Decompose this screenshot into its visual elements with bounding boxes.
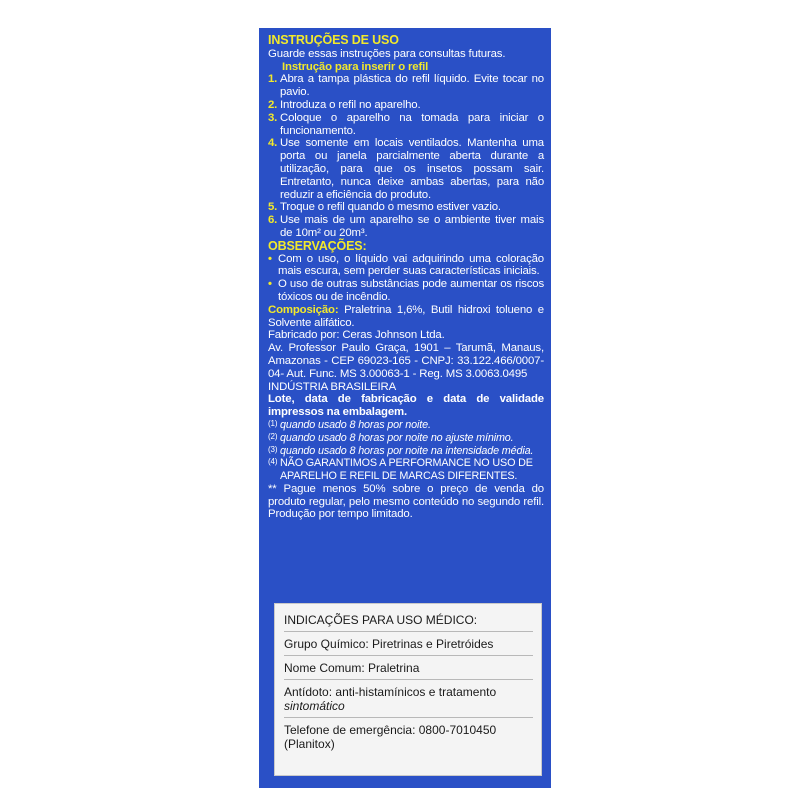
instructions-title: INSTRUÇÕES DE USO — [268, 33, 399, 47]
bullet-icon: • — [268, 278, 272, 291]
footnote — [268, 457, 544, 483]
antidote — [284, 679, 533, 717]
step-number: 4. — [268, 137, 278, 150]
observation-text: O uso de outras substâncias pode aumentar os riscos tóxicos ou de incêndio. — [278, 278, 544, 303]
footnote-mark: (2) — [268, 431, 278, 441]
footnote-mark: (4) — [268, 457, 278, 467]
footnote-text: quando usado 8 horas por noite. — [280, 418, 431, 431]
emergency-phone — [284, 717, 533, 755]
antidote-continued: sintomático — [284, 699, 345, 713]
composition — [268, 304, 544, 330]
footnote-mark: (1) — [268, 418, 278, 428]
step-text: Use somente em locais ventilados. Mantenha uma porta ou janela parcialmente aberta durante a utilização, para que os insetos possam sair. Entretanto, nunca deixe ambas abertas, para não reduzir a eficiência do produto. — [280, 137, 544, 201]
step-text: Troque o refil quando o mesmo estiver vazio. — [280, 201, 501, 214]
instructions-subtitle: Guarde essas instruções para consultas futuras. — [268, 47, 506, 60]
antidote-text: anti-histamínicos e tratamento — [335, 685, 497, 699]
step-item — [268, 137, 544, 201]
step-text: Introduza o refil no aparelho. — [280, 98, 421, 111]
step-item — [268, 99, 544, 112]
step-text: Coloque o aparelho na tomada para iniciar o funcionamento. — [280, 111, 544, 137]
footnote — [268, 419, 544, 432]
step-number: 2. — [268, 98, 278, 111]
manufacturer: Fabricado por: Ceras Johnson Ltda. — [268, 329, 445, 342]
footnote-text: quando usado 8 horas por noite no ajuste mínimo. — [280, 431, 514, 444]
antidote-label: Antídoto: — [284, 685, 333, 699]
step-item — [268, 112, 544, 138]
common-name: Nome Comum: Praletrina — [284, 655, 533, 679]
step-number: 6. — [268, 214, 278, 227]
step-number: 5. — [268, 201, 278, 214]
address: Av. Professor Paulo Graça, 1901 – Tarumã, Manaus, Amazonas - CEP 69023-165 - CNPJ: 33.122.466/0007-04- Aut. Func. MS 3.00063-1 - Reg. MS 3.0063.0495 — [268, 342, 544, 380]
observations-heading: OBSERVAÇÕES: — [268, 238, 367, 253]
footnote-mark: (3) — [268, 444, 278, 454]
refil-heading: Instrução para inserir o refil — [282, 60, 429, 73]
chemical-group: Grupo Químico: Piretrinas e Piretróides — [284, 631, 533, 655]
medical-info-box — [274, 603, 542, 776]
composition-text: Praletrina 1,6%, Butil hidroxi tolueno e Solvente alifático. — [268, 303, 544, 329]
medical-title: INDICAÇÕES PARA USO MÉDICO: — [284, 613, 478, 627]
phone-continued: (Planitox) — [284, 737, 335, 751]
step-item — [268, 214, 544, 240]
industry-label: INDÚSTRIA BRASILEIRA — [268, 380, 397, 393]
promo-text: ** Pague menos 50% sobre o preço de venda do produto regular, pelo mesmo conteúdo no segundo refil. Produção por tempo limitado. — [268, 482, 544, 521]
bullet-icon: • — [268, 252, 272, 265]
observation-item — [268, 278, 544, 304]
footnote-text: NÃO GARANTIMOS A PERFORMANCE NO USO DE APARELHO E REFIL DE MARCAS DIFERENTES. — [280, 457, 533, 483]
footnote — [268, 445, 544, 458]
footnote-text: quando usado 8 horas por noite na intensidade média. — [280, 444, 534, 457]
step-number: 1. — [268, 73, 278, 86]
step-number: 3. — [268, 111, 278, 124]
step-text: Abra a tampa plástica do refil líquido. Evite tocar no pavio. — [280, 73, 544, 99]
composition-label: Composição: — [268, 303, 339, 316]
step-text: Use mais de um aparelho se o ambiente tiver mais de 10m² ou 20m³. — [280, 214, 544, 239]
phone-text: Telefone de emergência: 0800-7010450 — [284, 723, 497, 737]
observation-text: Com o uso, o líquido vai adquirindo uma coloração mais escura, sem perder suas características iniciais. — [278, 252, 544, 278]
footnote — [268, 432, 544, 445]
step-item — [268, 201, 544, 214]
observation-item — [268, 253, 544, 279]
step-item — [268, 73, 544, 99]
lot-info: Lote, data de fabricação e data de validade impressos na embalagem. — [268, 393, 544, 419]
